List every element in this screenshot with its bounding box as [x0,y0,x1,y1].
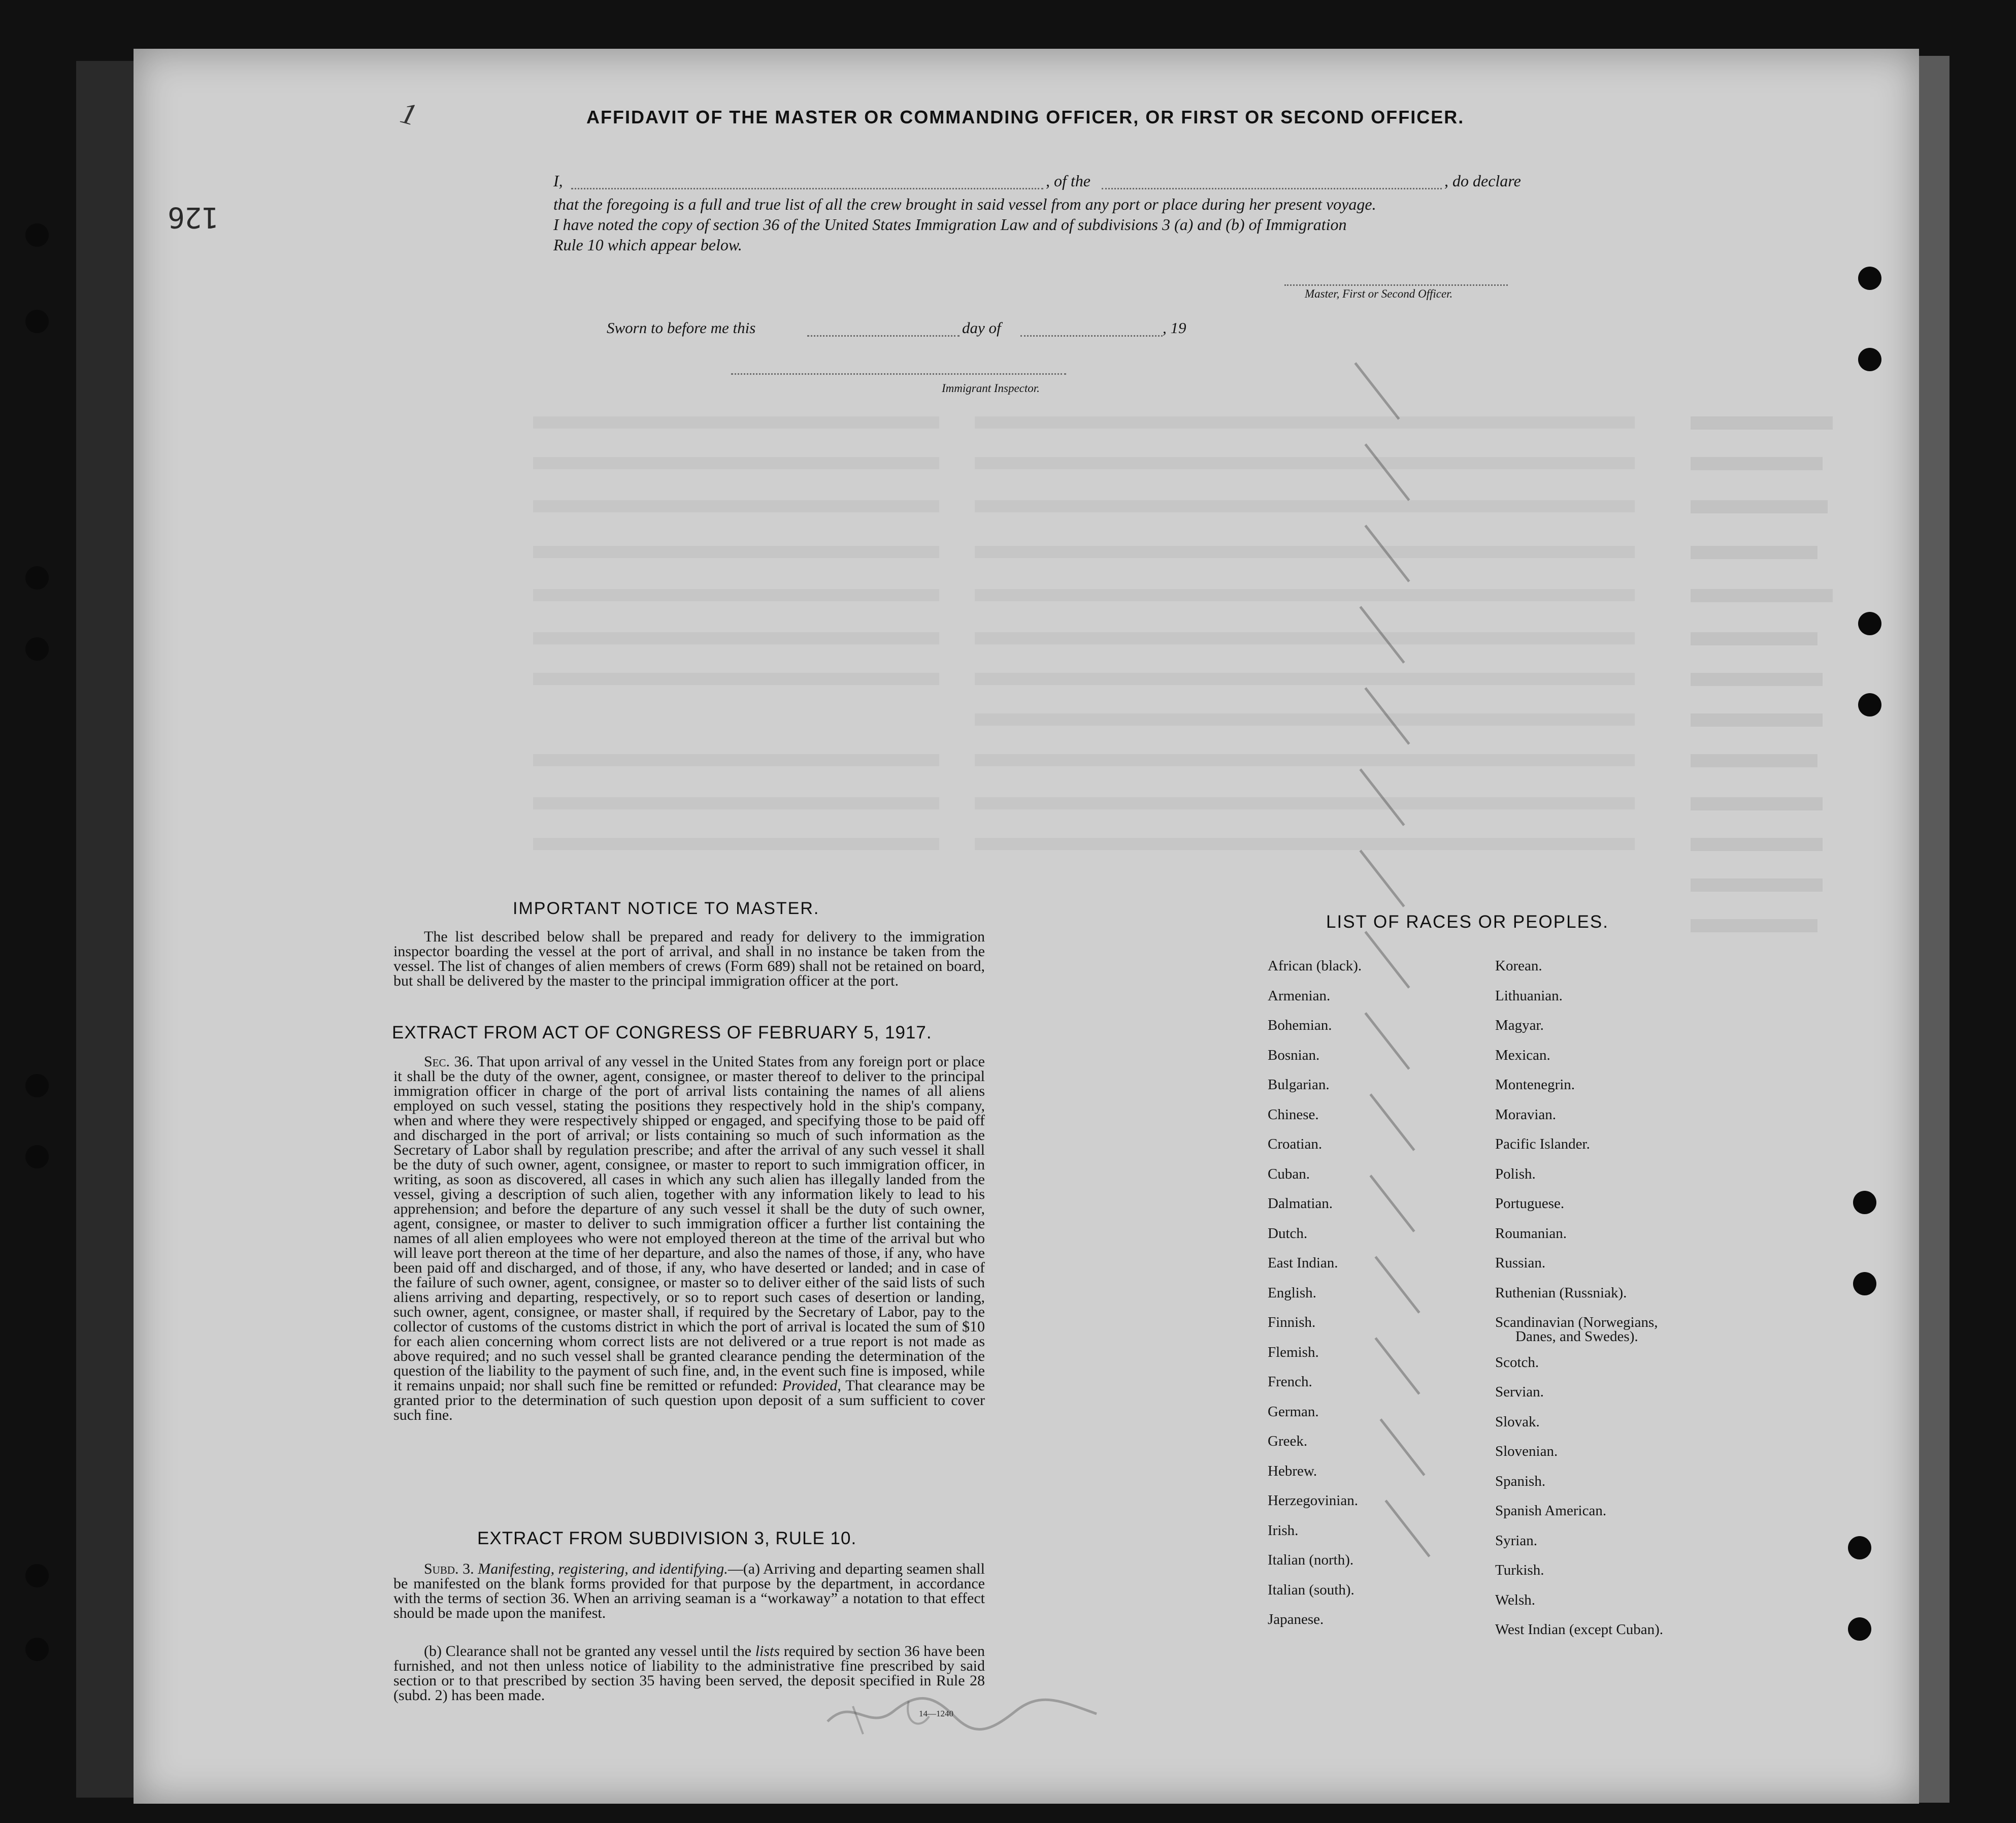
race-item: Armenian. [1268,988,1331,1004]
day-blank-line [807,335,960,337]
binder-hole [25,223,49,247]
para-b-text: required by section 36 have been furnished, and not then unless notice of liability to the administrative fine prescribed by said section or to that prescribed by section 35 having been served, the deposit specified in Rule 28 (subd. 2) has been made. [393,1643,985,1704]
binder-hole [1848,1617,1871,1641]
scan-right-border [1919,56,1949,1803]
month-blank-line [1020,335,1163,337]
binder-hole [1858,348,1881,371]
master-signature-label: Master, First or Second Officer. [1305,287,1453,300]
affidavit-heading: AFFIDAVIT OF THE MASTER OR COMMANDING OFFICER, OR FIRST OR SECOND OFFICER. [586,107,1465,127]
binder-hole [1858,612,1881,635]
race-item: Hebrew. [1268,1463,1317,1479]
race-item: Slovenian. [1495,1443,1558,1459]
race-item: Slovak. [1495,1414,1540,1430]
notice-text: The list described below shall be prepared and ready for delivery to the immigration inspector boarding the vessel at the port of arrival, and shall in no instance be taken from the vessel. The list of changes of alien members of crews (Form 689) shall not be retained on board, but shall be delivered by the master to the principal immigration officer at the port. [393,928,985,989]
race-item: Finnish. [1268,1314,1316,1330]
race-item: Montenegrin. [1495,1077,1575,1093]
race-item: Croatian. [1268,1136,1323,1152]
act-extract-text [393,1054,985,1422]
binder-hole [25,1564,49,1587]
form-number: 14—1240 [919,1709,953,1718]
race-item: Scandinavian (Norwegians, [1495,1314,1658,1330]
race-item: Dutch. [1268,1225,1308,1242]
binder-hole [1848,1536,1871,1559]
section-label: Sec. 36. [424,1053,473,1070]
race-item: Magyar. [1495,1017,1544,1033]
race-item: Flemish. [1268,1344,1319,1360]
para-a-text: Arriving and departing seamen shall be manifested on the blank forms provided for that purpose by the department, in accordance with the terms of section 36. When an arriving seaman is a “workaway” a notation to that effect should be made upon the manifest. [393,1560,985,1621]
rule-extract-heading: EXTRACT FROM SUBDIVISION 3, RULE 10. [477,1528,857,1548]
para-b-lists: lists [755,1643,780,1659]
races-heading: LIST OF RACES OR PEOPLES. [1326,912,1609,932]
scandinavian-continuation: Danes, and Swedes). [1515,1328,1638,1345]
scan-left-border [76,61,134,1798]
race-item: Servian. [1495,1384,1544,1400]
race-item: Spanish American. [1495,1503,1607,1519]
inspector-signature-line [731,373,1066,375]
race-item: West Indian (except Cuban). [1495,1621,1664,1638]
affidavit-i-label: I, [553,172,563,190]
pencil-signature [822,1686,1107,1742]
race-item: Greek. [1268,1433,1308,1449]
binder-hole [1853,1272,1876,1295]
handwritten-mark: 1 [397,95,421,132]
act-extract-heading: EXTRACT FROM ACT OF CONGRESS OF FEBRUARY 5, 1917. [392,1023,932,1043]
rule-para-a [393,1561,985,1620]
race-item: Ruthenian (Russniak). [1495,1285,1627,1301]
race-item: Irish. [1268,1522,1299,1539]
race-item: Bulgarian. [1268,1077,1330,1093]
race-item: Bosnian. [1268,1047,1320,1063]
race-item: Chinese. [1268,1106,1319,1123]
notice-heading: IMPORTANT NOTICE TO MASTER. [513,899,820,918]
year-prefix-label: , 19 [1163,319,1186,337]
race-item: Korean. [1495,958,1542,974]
race-item: Cuban. [1268,1166,1310,1182]
race-item: French. [1268,1374,1312,1390]
race-item: Portuguese. [1495,1195,1565,1212]
race-item: East Indian. [1268,1255,1338,1271]
binder-hole [25,310,49,333]
race-item: Japanese. [1268,1611,1324,1627]
binder-hole [1853,1191,1876,1214]
race-item: Welsh. [1495,1592,1536,1608]
vessel-blank-line [1102,188,1442,189]
document-page [134,49,1919,1804]
race-item: Russian. [1495,1255,1546,1271]
race-item: Scotch. [1495,1354,1539,1371]
binder-hole [25,1074,49,1097]
para-b-prefix: (b) Clearance shall not be granted any vessel until the [424,1643,752,1659]
affidavit-of-the-label: , of the [1046,172,1090,190]
binder-hole [25,1638,49,1661]
subd-title: Manifesting, registering, and identifying. [478,1560,728,1577]
master-signature-line [1284,284,1508,286]
binder-hole [1858,267,1881,290]
para-a-prefix: —(a) [728,1560,761,1577]
subd-label: Subd. 3. [424,1560,474,1577]
race-item: Italian (south). [1268,1582,1354,1598]
race-item: Italian (north). [1268,1552,1354,1568]
race-item: Roumanian. [1495,1225,1567,1242]
race-item: Syrian. [1495,1533,1537,1549]
race-item: Herzegovinian. [1268,1492,1358,1509]
section-36-body: That upon arrival of any vessel in the United States from any foreign port or place it shall be the duty of the owner, agent, consignee, or master thereof to deliver to the principal immigration officer in charge of the port of arrival lists containing the names of all aliens employed on such vessel, stating the positions they respectively hold in the ship's company, when and where they were respectively shipped or engaged, and specifying those to be paid off and discharged in the port of arrival; or lists containing so much of such information as the Secretary of Labor shall by regulation prescribe; and after the arrival of any such vessel it shall be the duty of such owner, agent, consignee, or master to report to such immigration officer, in writing, as soon as discovered, all cases in which any such alien has illegally landed from the vessel, giving a description of such alien, together with any information likely to lead to his apprehension; and before the departure of any such vessel it shall be the duty of such owner, agent, consignee, or master to deliver to such immigration officer a further list containing the names of all alien employees who were not employed thereon at the time of the arrival but who will leave port thereon at the time of her departure, and also the names of those, if any, who have been paid off and discharged, and of those, if any, who have deserted or landed; and in case of the failure of such owner, agent, consignee, or master so to deliver either of the said lists of such aliens arriving and departing, respectively, or so to report such cases of desertion or landing, such owner, agent, consignee, or master shall, if required by the Secretary of Labor, pay to the collector of customs of the customs district in which the port of arrival is located the sum of $10 for each alien concerning whom correct lists are not delivered or a true report is not made as above required; and no such vessel shall be granted clearance pending the determination of the question of the liability to the payment of such fine, and, in the event such fine is imposed, while it remains unpaid; nor shall such fine be remitted or refunded: [393,1053,985,1394]
race-item: Spanish. [1495,1473,1546,1489]
race-item: Dalmatian. [1268,1195,1333,1212]
binder-hole [1858,693,1881,717]
race-item: Turkish. [1495,1562,1544,1578]
race-item: Pacific Islander. [1495,1136,1590,1152]
race-item: German. [1268,1404,1319,1420]
section-36-end: That clearance may be granted prior to the determination of such question upon deposit of a sum sufficient to cover such fine. [393,1377,985,1423]
sworn-label: Sworn to before me this [607,319,756,337]
binder-hole [25,1145,49,1168]
affidavit-line-4: Rule 10 which appear below. [553,236,742,254]
provided-word: Provided, [782,1377,841,1394]
race-item: Lithuanian. [1495,988,1563,1004]
inspector-label: Immigrant Inspector. [942,382,1040,395]
binder-hole [25,637,49,661]
affidavit-line-2: that the foregoing is a full and true list of all the crew brought in said vessel from any port or place during her present voyage. [553,195,1376,213]
affidavit-declare-label: , do declare [1444,172,1521,190]
affidavit-line-3: I have noted the copy of section 36 of the United States Immigration Law and of subdivisions 3 (a) and (b) of Immigration [553,215,1347,234]
race-item: Bohemian. [1268,1017,1332,1033]
race-item: African (black). [1268,958,1362,974]
race-item: Mexican. [1495,1047,1550,1063]
name-blank-line [571,188,1043,189]
race-item: English. [1268,1285,1316,1301]
race-item: Moravian. [1495,1106,1556,1123]
race-item: Polish. [1495,1166,1536,1182]
handwritten-page-number: 126 [168,201,219,234]
day-of-label: day of [962,319,1001,337]
binder-hole [25,566,49,590]
